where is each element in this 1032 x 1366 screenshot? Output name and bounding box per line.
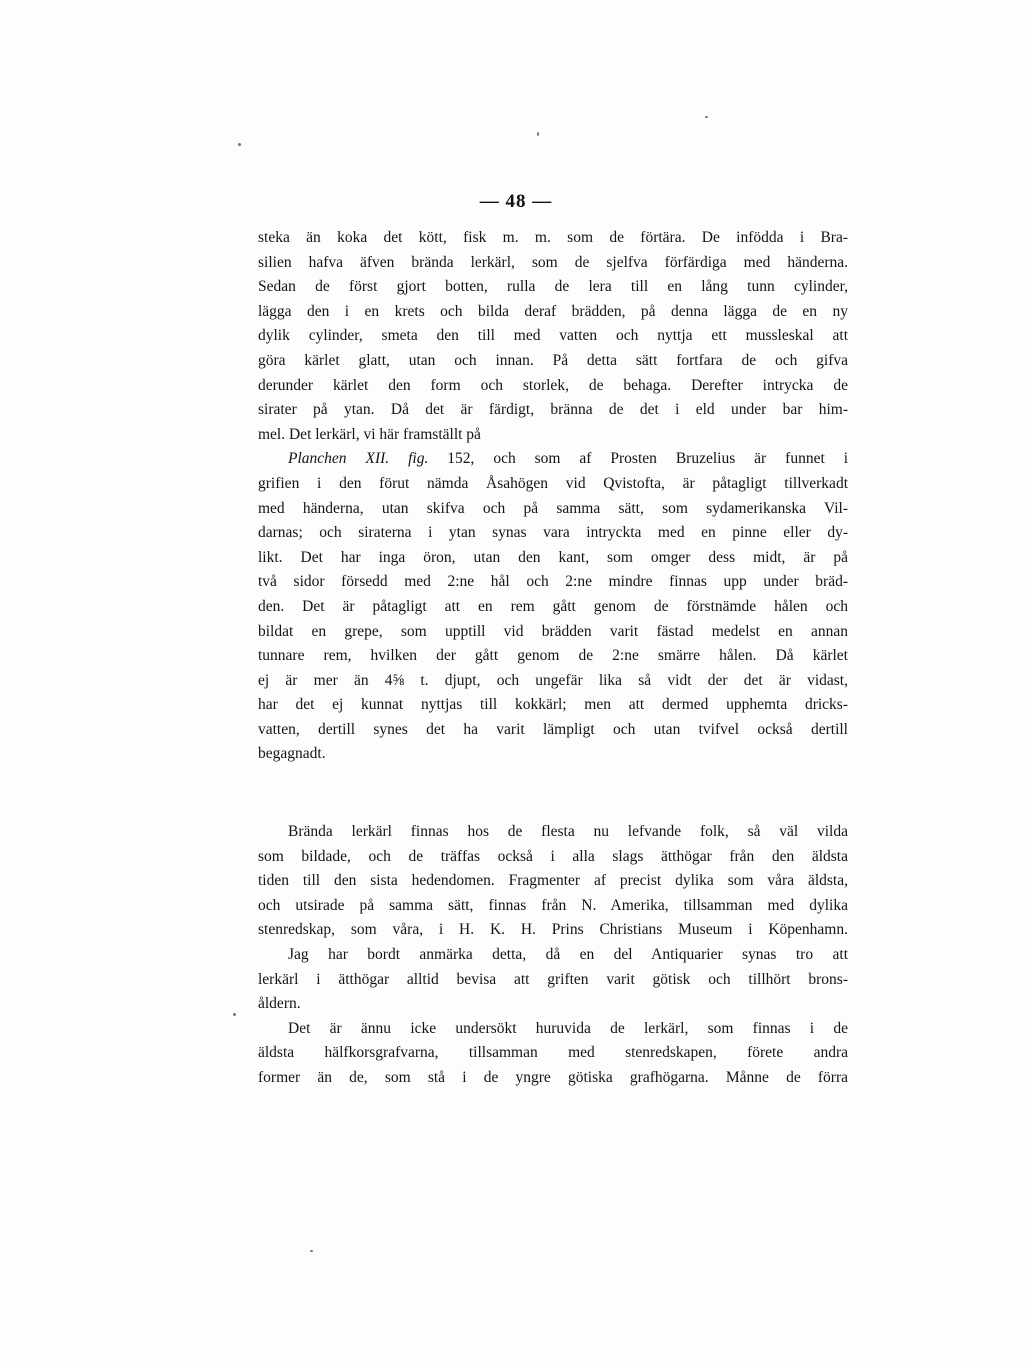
text-line: mel. Det lerkärl, vi här framställt på (258, 425, 481, 443)
paper-speck (310, 1250, 313, 1252)
text-line: åldern. (258, 995, 301, 1013)
text-line: silien hafva äfven brända lerkärl, som de sjelfva förfärdiga med händerna. (258, 253, 848, 271)
page-number: — 48 — (479, 191, 553, 212)
text-line: och utsirade på samma sätt, finnas från N. Amerika, tillsamman med dylika (258, 896, 848, 914)
text-line: tunnare rem, hvilken der gått genom de 2:ne smärre hålen. Då kärlet (258, 647, 848, 665)
text-line: derunder kärlet den form och storlek, de behaga. Derefter intrycka de (258, 376, 848, 394)
text-line: grifien i den förut nämda Åsahögen vid Qvistofta, är påtagligt tillverkadt (258, 474, 848, 492)
plate-reference-line (258, 447, 848, 472)
text-column-lower (258, 820, 848, 1091)
text-line: med händerna, utan skifva och på samma sätt, som sydamerikanska Vil- (258, 499, 848, 517)
text-line: stenredskap, som våra, i H. K. H. Prins Christians Museum i Köpenhamn. (258, 921, 848, 939)
paper-speck (233, 1013, 236, 1016)
text-line: vatten, dertill synes det ha varit lämpligt och utan tvifvel också dertill (258, 720, 848, 738)
text-line: lägga den i en krets och bilda deraf brädden, på denna lägga de en ny (258, 302, 848, 320)
text-line: dylik cylinder, smeta den till med vatten och nyttja ett mussleskal att (258, 327, 848, 345)
paragraph-2 (258, 820, 848, 943)
text-line: darnas; och siraterna i ytan synas vara intryckta med en pinne eller dy- (258, 524, 848, 542)
text-line: Brända lerkärl finnas hos de flesta nu lefvande folk, så väl vilda (288, 823, 848, 840)
paragraph-plate (258, 447, 848, 767)
text-line: har det ej kunnat nyttjas till kokkärl; men att dermed upphemta dricks- (258, 696, 848, 714)
text-line: former än de, som stå i de yngre götiska grafhögarna. Månne de förra (258, 1068, 848, 1086)
paragraph-1 (258, 226, 848, 447)
text-line: bildat en grepe, som upptill vid brädden varit fästad medelst en annan (258, 622, 848, 640)
text-column (258, 226, 848, 767)
text-line: som bildade, och de träffas också i alla slags ätthögar från den äldsta (258, 847, 848, 865)
text-line: två sidor försedd med 2:ne hål och 2:ne mindre finnas upp under bräd- (258, 573, 848, 591)
text-line: äldsta hälfkorsgrafvarna, tillsamman med stenredskapen, förete andra (258, 1044, 848, 1062)
text-line: Sedan de först gjort botten, rulla de lera till en lång tunn cylinder, (258, 278, 848, 296)
text-line: Det är ännu icke undersökt huruvida de lerkärl, som finnas i de (288, 1019, 848, 1037)
text-line: steka än koka det kött, fisk m. m. som de förtära. De infödda i Bra- (258, 229, 848, 246)
text-line: tiden till den sista hedendomen. Fragmenter af precist dylika som våra äldsta, (258, 872, 848, 890)
text-line: den. Det är påtagligt att en rem gått genom de förstnämde hålen och (258, 597, 848, 615)
text-line: göra kärlet glatt, utan och innan. På detta sätt fortfara de och gifva (258, 351, 848, 369)
text-line: Jag har bordt anmärka detta, då en del Antiquarier synas tro att (288, 945, 848, 963)
text-line: sirater på ytan. Då det är färdigt, bränna de det i eld under bar him- (258, 401, 848, 419)
text-line: lerkärl i ätthögar alltid bevisa att griften varit götisk och tillhört brons- (258, 970, 848, 988)
paper-speck (537, 132, 539, 136)
paper-speck (238, 143, 241, 146)
paragraph-3 (258, 943, 848, 1017)
plate-reference-rest: 152, och som af Prosten Bruzelius är funnet i (447, 450, 848, 468)
paper-speck (705, 116, 708, 118)
text-line: ej är mer än 4⅝ t. djupt, och ungefär lika så vidt der det är vidast, (258, 671, 848, 689)
plate-reference: Planchen XII. fig. (288, 450, 429, 468)
paragraph-4 (258, 1017, 848, 1091)
text-line: begagnadt. (258, 745, 326, 763)
text-line: likt. Det har inga öron, utan den kant, som omger dess midt, är på (258, 548, 848, 566)
